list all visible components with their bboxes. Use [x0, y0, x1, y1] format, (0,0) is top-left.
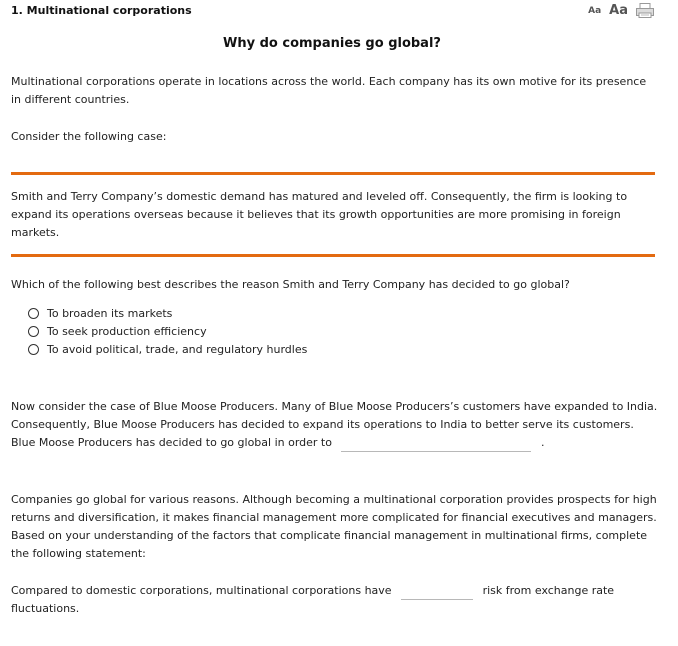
blue-moose-text: Now consider the case of Blue Moose Producers. Many of Blue Moose Producers’s customers have expanded to India. Consequently, Blue Moose Producers has decided to expand its operations to India to better serve its customers. Blue Moose Producers has decided to go global in order to [11, 400, 658, 449]
radio-button[interactable] [28, 308, 39, 319]
print-icon[interactable] [636, 3, 654, 18]
toolbar [588, 3, 654, 18]
question-text: Which of the following best describes the reason Smith and Terry Company has decided to go global? [11, 278, 570, 291]
option-production-efficiency[interactable] [28, 322, 307, 340]
consider-label: Consider the following case: [11, 130, 167, 143]
blue-moose-paragraph [11, 398, 659, 452]
intro-paragraph: Multinational corporations operate in locations across the world. Each company has its own motive for its presence in different countries. [11, 75, 647, 106]
case-bottom-divider [11, 254, 655, 257]
case-paragraph: Smith and Terry Company’s domestic demand has matured and leveled off. Consequently, the firm is looking to expand its operations overseas because it believes that its growth opportunities are more promising in foreign markets. [11, 190, 628, 239]
complications-paragraph: Companies go global for various reasons. Although becoming a multinational corporation provides prospects for high returns and diversification, it makes financial management more complicated for financial executives and managers. Based on your understanding of the factors that complicate financial management in multinational firms, complete the following statement: [11, 493, 657, 560]
section-title: 1. Multinational corporations [11, 4, 192, 17]
option-label: To avoid political, trade, and regulatory hurdles [47, 342, 308, 356]
compare-text-before: Compared to domestic corporations, multinational corporations have [11, 584, 392, 597]
page-title: Why do companies go global? [223, 36, 441, 51]
compare-text-after: risk from exchange rate fluctuations. [11, 584, 615, 615]
go-global-reason-dropdown[interactable] [341, 437, 531, 452]
sentence-period: . [540, 436, 545, 449]
decrease-font-button[interactable]: Aa [588, 6, 602, 16]
increase-font-button[interactable]: Aa [609, 3, 628, 18]
radio-button[interactable] [28, 344, 39, 355]
option-avoid-hurdles[interactable] [28, 340, 307, 358]
case-top-divider [11, 172, 655, 175]
exchange-risk-dropdown[interactable] [401, 585, 473, 600]
option-label: To seek production efficiency [47, 324, 207, 338]
option-broaden-markets[interactable] [28, 304, 307, 322]
radio-button[interactable] [28, 326, 39, 337]
answer-options [28, 304, 307, 358]
option-label: To broaden its markets [47, 306, 173, 320]
exchange-rate-statement [11, 582, 659, 618]
